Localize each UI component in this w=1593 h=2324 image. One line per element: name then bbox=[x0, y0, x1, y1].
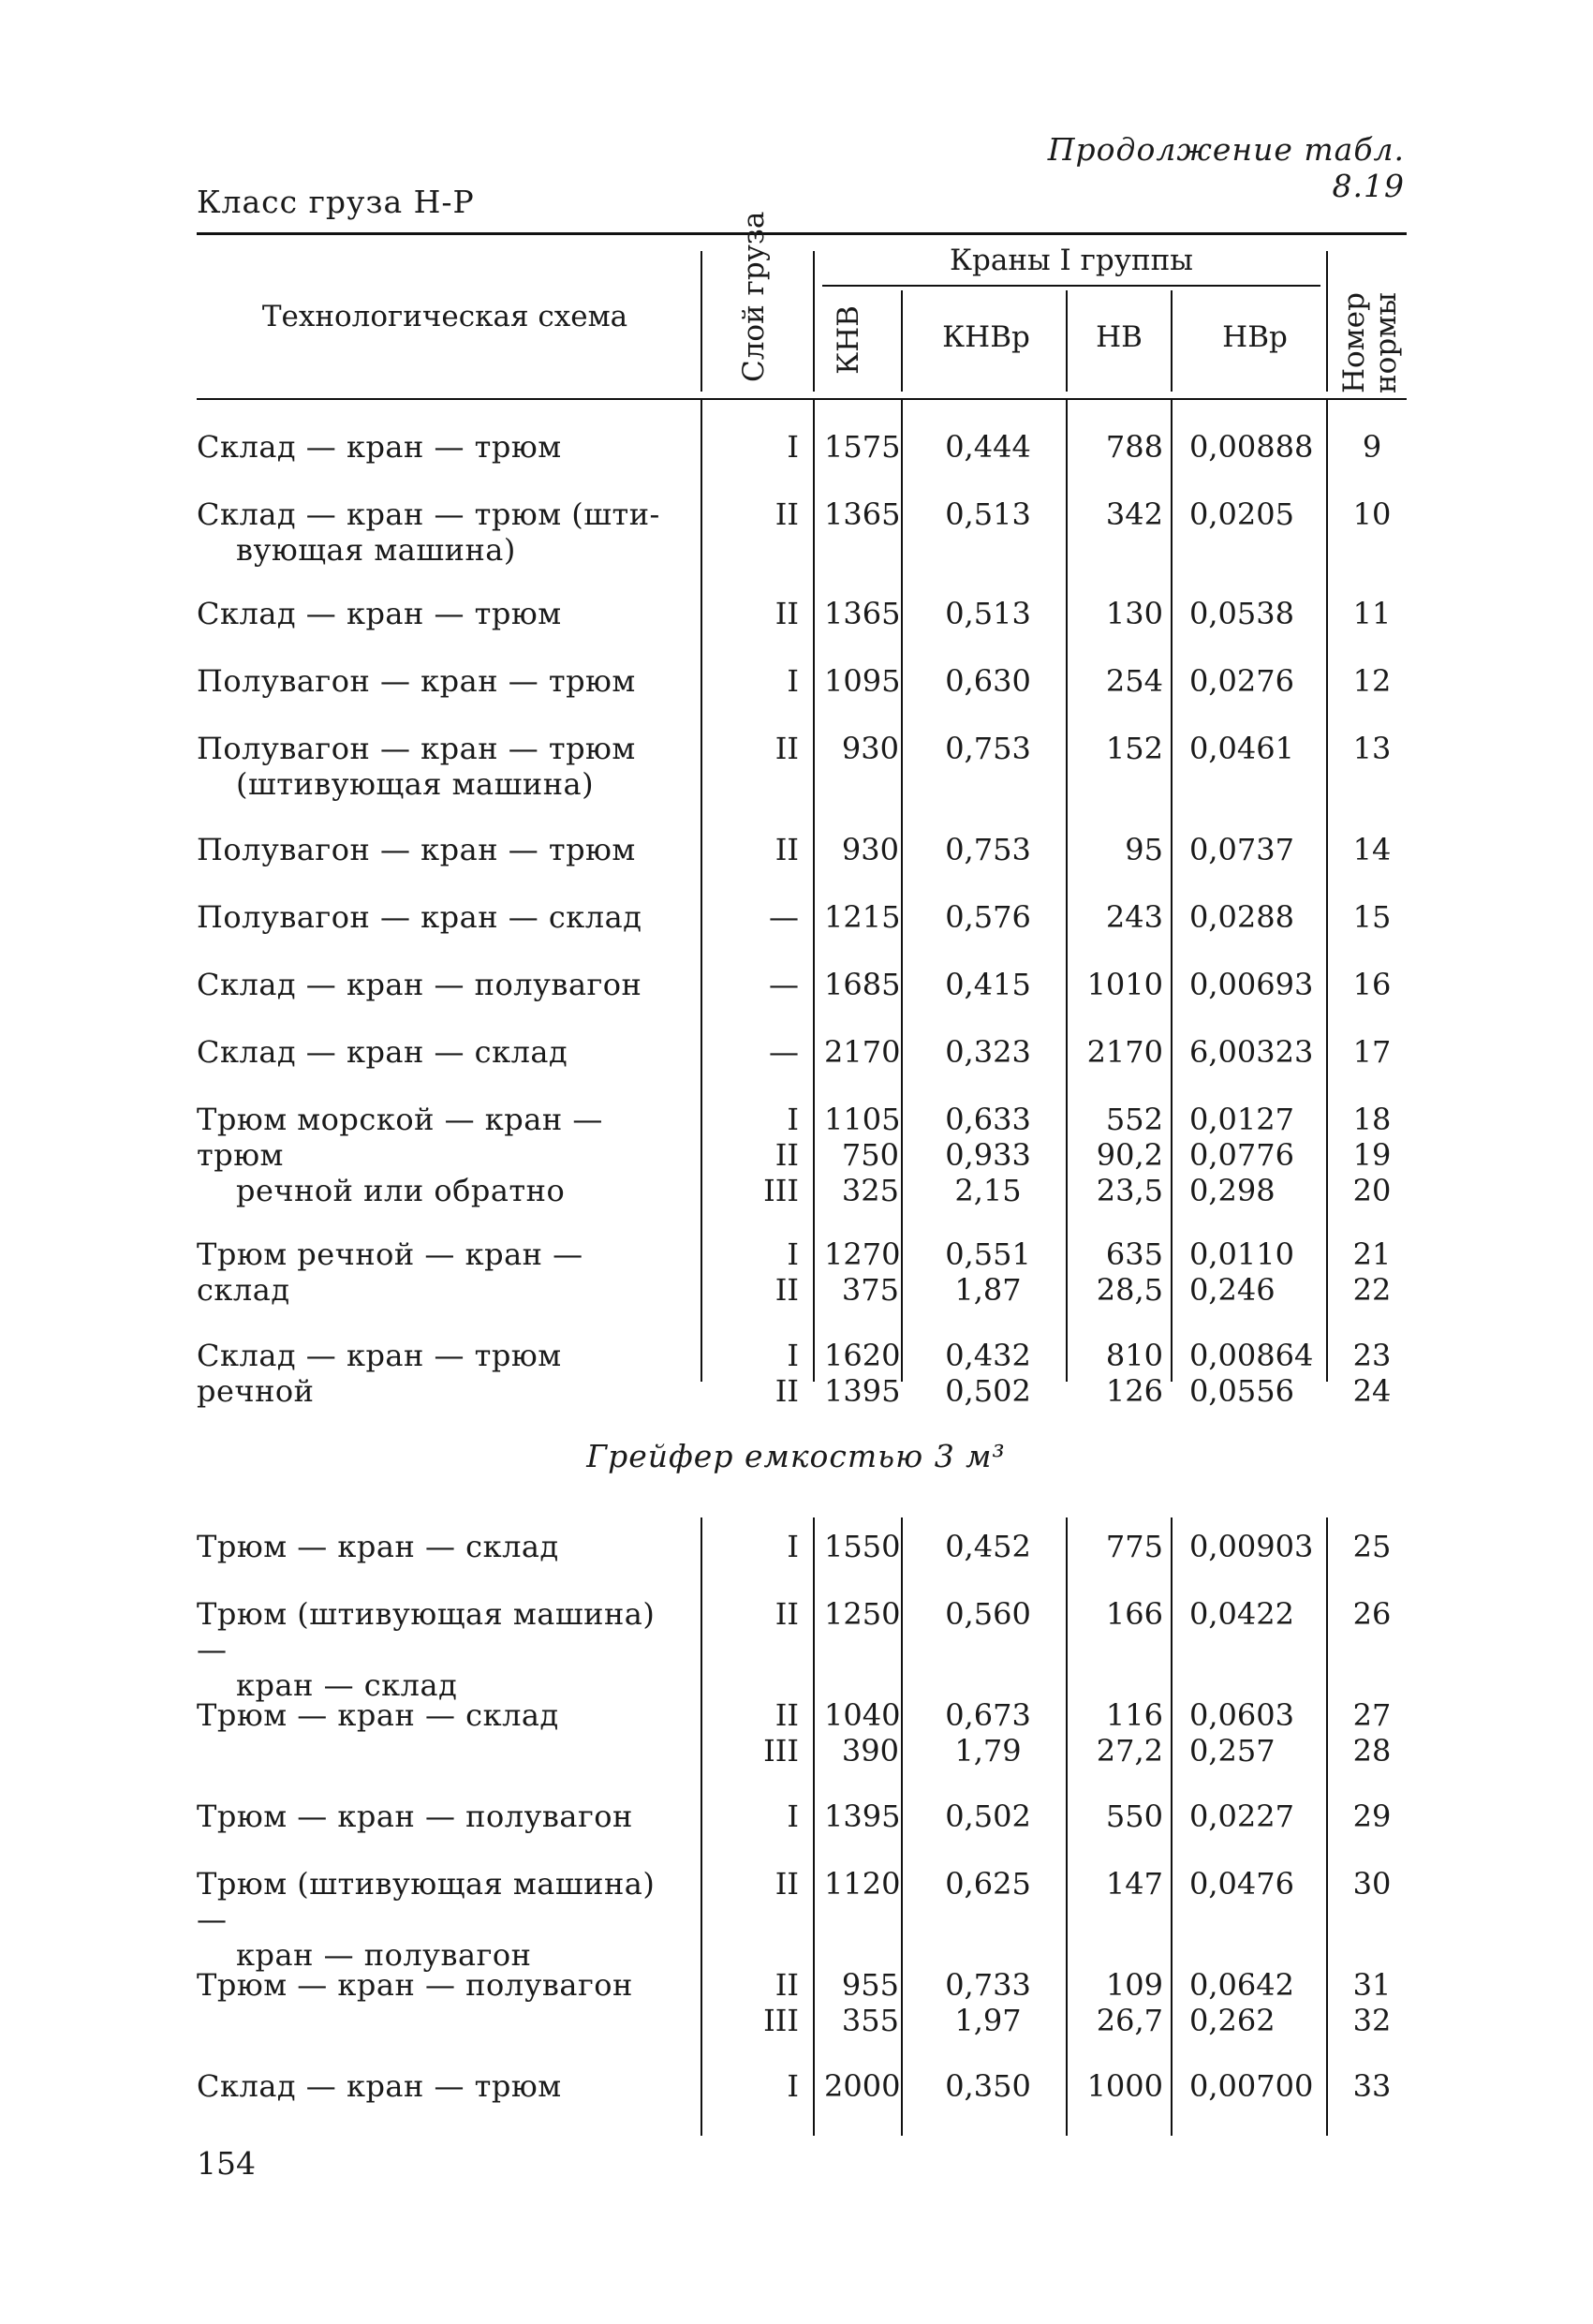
layer-cell: II bbox=[774, 731, 799, 766]
knv-cell: 2170 bbox=[824, 1034, 901, 1070]
body1-divider-1 bbox=[701, 398, 702, 1382]
nvr-cell: 0,0538 bbox=[1189, 596, 1294, 631]
body2-divider-1 bbox=[701, 1517, 702, 2136]
norm-cell: 29 bbox=[1352, 1799, 1392, 1834]
nv-cell: 109 26,7 bbox=[1096, 1967, 1163, 2038]
norm-cell: 25 bbox=[1352, 1529, 1392, 1564]
nvr-cell: 0,0227 bbox=[1189, 1799, 1294, 1834]
knv-cell: 1550 bbox=[824, 1529, 901, 1564]
knvr-cell: 0,753 bbox=[945, 832, 1031, 867]
knvr-cell: 0,630 bbox=[945, 663, 1031, 699]
scheme-text: Трюм — кран — склад bbox=[197, 1529, 559, 1564]
norm-cell: 12 bbox=[1352, 663, 1392, 699]
scheme-text: Склад — кран — трюм речной bbox=[197, 1338, 562, 1409]
nvr-cell: 0,0476 bbox=[1189, 1866, 1294, 1902]
scheme-text: Трюм — кран — склад bbox=[197, 1697, 559, 1733]
header-subrule bbox=[822, 285, 1320, 287]
scheme-text: Склад — кран — трюм bbox=[197, 596, 562, 631]
norm-cell: 15 bbox=[1352, 899, 1392, 935]
nv-cell: 810 126 bbox=[1105, 1338, 1163, 1409]
norm-cell: 21 22 bbox=[1352, 1236, 1392, 1308]
nvr-cell: 6,00323 bbox=[1189, 1034, 1314, 1070]
norm-cell: 10 bbox=[1352, 496, 1392, 532]
nvr-cell: 0,00888 bbox=[1189, 429, 1314, 465]
header-layer: Слой груза bbox=[737, 211, 771, 382]
knv-cell: 930 bbox=[841, 731, 899, 766]
nv-cell: 1000 bbox=[1086, 2068, 1163, 2104]
hdr-divider-6 bbox=[1171, 290, 1173, 392]
knv-cell: 930 bbox=[841, 832, 899, 867]
hdr-divider-5 bbox=[1066, 290, 1068, 392]
layer-cell: I bbox=[787, 2068, 799, 2104]
body2-divider-6 bbox=[1326, 1517, 1328, 2136]
knv-cell: 1105 750 325 bbox=[824, 1102, 901, 1208]
scheme-text: Склад — кран — полувагон bbox=[197, 967, 642, 1002]
norm-cell: 9 bbox=[1362, 429, 1382, 465]
knv-cell: 1575 bbox=[824, 429, 901, 465]
knv-cell: 1685 bbox=[824, 967, 901, 1002]
scheme-text: Полувагон — кран — трюм bbox=[197, 663, 636, 699]
layer-cell: II bbox=[774, 1596, 799, 1632]
knvr-cell: 0,350 bbox=[945, 2068, 1031, 2104]
knvr-cell: 0,633 0,933 2,15 bbox=[945, 1102, 1031, 1208]
norm-cell: 11 bbox=[1352, 596, 1392, 631]
knvr-cell: 0,513 bbox=[945, 596, 1031, 631]
scheme-text: Полувагон — кран — склад bbox=[197, 899, 642, 935]
hdr-divider-2 bbox=[813, 251, 815, 392]
scheme-text: Трюм (штивующая машина) — кран — склад bbox=[197, 1596, 656, 1703]
body2-divider-5 bbox=[1171, 1517, 1173, 2136]
nv-cell: 254 bbox=[1105, 663, 1163, 699]
nvr-cell: 0,0642 0,262 bbox=[1189, 1967, 1294, 2038]
body1-divider-3 bbox=[901, 398, 903, 1382]
hdr-divider-3 bbox=[1326, 251, 1328, 392]
nv-cell: 166 bbox=[1105, 1596, 1163, 1632]
norm-cell: 26 bbox=[1352, 1596, 1392, 1632]
scheme-text: Трюм (штивующая машина) — кран — полувагон bbox=[197, 1866, 656, 1973]
nvr-cell: 0,00700 bbox=[1189, 2068, 1314, 2104]
nv-cell: 552 90,2 23,5 bbox=[1096, 1102, 1163, 1208]
nv-cell: 152 bbox=[1105, 731, 1163, 766]
layer-cell: I bbox=[787, 429, 799, 465]
norm-cell: 13 bbox=[1352, 731, 1392, 766]
layer-cell: I bbox=[787, 663, 799, 699]
knv-cell: 1040 390 bbox=[824, 1697, 901, 1769]
knvr-cell: 0,733 1,97 bbox=[945, 1967, 1031, 2038]
layer-cell: I II bbox=[774, 1236, 799, 1308]
header-nv: НВ bbox=[1096, 320, 1143, 354]
knvr-cell: 0,452 bbox=[945, 1529, 1031, 1564]
layer-cell: I bbox=[787, 1799, 799, 1834]
knv-cell: 2000 bbox=[824, 2068, 901, 2104]
nvr-cell: 0,00693 bbox=[1189, 967, 1314, 1002]
knvr-cell: 0,576 bbox=[945, 899, 1031, 935]
knv-cell: 955 355 bbox=[841, 1967, 899, 2038]
header-norm-number: Номер нормы bbox=[1337, 292, 1403, 394]
layer-cell: I bbox=[787, 1529, 799, 1564]
knv-cell: 1365 bbox=[824, 596, 901, 631]
body1-divider-6 bbox=[1326, 398, 1328, 1382]
layer-cell: II bbox=[774, 1866, 799, 1902]
table-continuation-caption: Продолжение табл. 8.19 bbox=[1047, 131, 1405, 204]
scheme-text: Склад — кран — трюм (шти- вующая машина) bbox=[197, 496, 660, 568]
norm-cell: 18 19 20 bbox=[1352, 1102, 1392, 1208]
norm-cell: 23 24 bbox=[1352, 1338, 1392, 1409]
nvr-cell: 0,00903 bbox=[1189, 1529, 1314, 1564]
knv-cell: 1250 bbox=[824, 1596, 901, 1632]
body1-divider-4 bbox=[1066, 398, 1068, 1382]
knv-cell: 1270 375 bbox=[824, 1236, 901, 1308]
knvr-cell: 0,502 bbox=[945, 1799, 1031, 1834]
knv-cell: 1395 bbox=[824, 1799, 901, 1834]
layer-cell: II bbox=[774, 832, 799, 867]
scheme-text: Трюм речной — кран — склад bbox=[197, 1236, 583, 1308]
knvr-cell: 0,444 bbox=[945, 429, 1031, 465]
nvr-cell: 0,0288 bbox=[1189, 899, 1294, 935]
knvr-cell: 0,753 bbox=[945, 731, 1031, 766]
layer-cell: II III bbox=[763, 1967, 799, 2038]
nv-cell: 147 bbox=[1105, 1866, 1163, 1902]
scheme-text: Полувагон — кран — трюм (штивующая машина) bbox=[197, 731, 636, 802]
nv-cell: 130 bbox=[1105, 596, 1163, 631]
knv-cell: 1120 bbox=[824, 1866, 901, 1902]
nv-cell: 243 bbox=[1105, 899, 1163, 935]
nvr-cell: 0,0205 bbox=[1189, 496, 1294, 532]
layer-cell: I II bbox=[774, 1338, 799, 1409]
body1-divider-2 bbox=[813, 398, 815, 1382]
nvr-cell: 0,0127 0,0776 0,298 bbox=[1189, 1102, 1294, 1208]
layer-cell: — bbox=[769, 967, 799, 1002]
knv-cell: 1620 1395 bbox=[824, 1338, 901, 1409]
layer-cell: II bbox=[774, 496, 799, 532]
layer-cell: — bbox=[769, 1034, 799, 1070]
hdr-divider-4 bbox=[901, 290, 903, 392]
nv-cell: 116 27,2 bbox=[1096, 1697, 1163, 1769]
nv-cell: 2170 bbox=[1086, 1034, 1163, 1070]
scheme-text: Склад — кран — трюм bbox=[197, 2068, 562, 2104]
nv-cell: 550 bbox=[1105, 1799, 1163, 1834]
body2-divider-3 bbox=[901, 1517, 903, 2136]
nv-cell: 95 bbox=[1125, 832, 1163, 867]
layer-cell: II III bbox=[763, 1697, 799, 1769]
norm-cell: 14 bbox=[1352, 832, 1392, 867]
nv-cell: 1010 bbox=[1086, 967, 1163, 1002]
nvr-cell: 0,00864 0,0556 bbox=[1189, 1338, 1314, 1409]
knvr-cell: 0,432 0,502 bbox=[945, 1338, 1031, 1409]
knv-cell: 1215 bbox=[824, 899, 901, 935]
scheme-text: Склад — кран — трюм bbox=[197, 429, 562, 465]
nv-cell: 788 bbox=[1105, 429, 1163, 465]
knv-cell: 1095 bbox=[824, 663, 901, 699]
nvr-cell: 0,0603 0,257 bbox=[1189, 1697, 1294, 1769]
knvr-cell: 0,323 bbox=[945, 1034, 1031, 1070]
body1-divider-5 bbox=[1171, 398, 1173, 1382]
knvr-cell: 0,513 bbox=[945, 496, 1031, 532]
knvr-cell: 0,551 1,87 bbox=[945, 1236, 1031, 1308]
knvr-cell: 0,625 bbox=[945, 1866, 1031, 1902]
nv-cell: 635 28,5 bbox=[1096, 1236, 1163, 1308]
scheme-text: Трюм — кран — полувагон bbox=[197, 1799, 633, 1834]
nvr-cell: 0,0737 bbox=[1189, 832, 1294, 867]
scheme-text: Склад — кран — склад bbox=[197, 1034, 568, 1070]
norm-cell: 27 28 bbox=[1352, 1697, 1392, 1769]
nv-cell: 342 bbox=[1105, 496, 1163, 532]
header-scheme: Технологическая схема bbox=[261, 300, 628, 333]
body2-divider-2 bbox=[813, 1517, 815, 2136]
hdr-divider-1 bbox=[701, 251, 702, 392]
nvr-cell: 0,0461 bbox=[1189, 731, 1294, 766]
norm-cell: 33 bbox=[1352, 2068, 1392, 2104]
header-nvr: НВр bbox=[1222, 320, 1288, 354]
layer-cell: I II III bbox=[763, 1102, 799, 1208]
nvr-cell: 0,0276 bbox=[1189, 663, 1294, 699]
norm-cell: 16 bbox=[1352, 967, 1392, 1002]
cargo-class-label: Класс груза Н-Р bbox=[197, 184, 475, 220]
nvr-cell: 0,0422 bbox=[1189, 1596, 1294, 1632]
scheme-text: Трюм морской — кран — трюм речной или обратно bbox=[197, 1102, 603, 1208]
scheme-text: Трюм — кран — полувагон bbox=[197, 1967, 633, 2003]
knvr-cell: 0,415 bbox=[945, 967, 1031, 1002]
nvr-cell: 0,0110 0,246 bbox=[1189, 1236, 1294, 1308]
knv-cell: 1365 bbox=[824, 496, 901, 532]
layer-cell: II bbox=[774, 596, 799, 631]
knvr-cell: 0,673 1,79 bbox=[945, 1697, 1031, 1769]
scheme-text: Полувагон — кран — трюм bbox=[197, 832, 636, 867]
norm-cell: 30 bbox=[1352, 1866, 1392, 1902]
section-title-grab: Грейфер емкостью 3 м³ bbox=[586, 1438, 1006, 1474]
table-header-rule bbox=[197, 398, 1407, 400]
norm-cell: 31 32 bbox=[1352, 1967, 1392, 2038]
header-cranes-group: Краны I группы bbox=[950, 244, 1193, 277]
table-top-rule bbox=[197, 232, 1407, 235]
nv-cell: 775 bbox=[1105, 1529, 1163, 1564]
page-number: 154 bbox=[197, 2145, 256, 2182]
knvr-cell: 0,560 bbox=[945, 1596, 1031, 1632]
header-knv: КНВ bbox=[832, 305, 865, 375]
layer-cell: — bbox=[769, 899, 799, 935]
norm-cell: 17 bbox=[1352, 1034, 1392, 1070]
header-knvr: КНВр bbox=[942, 320, 1030, 354]
